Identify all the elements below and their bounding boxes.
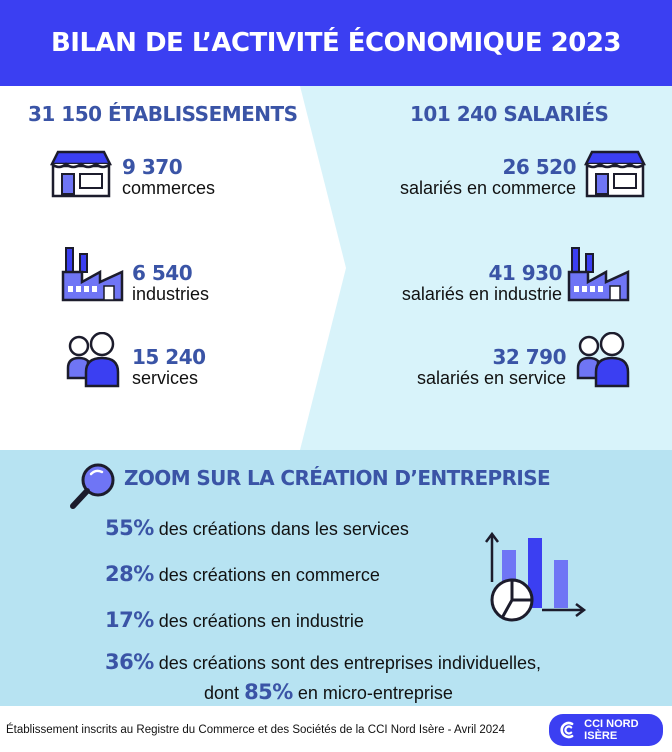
zoom-prefix: dont: [204, 683, 240, 703]
zoom-text: des créations dans les services: [158, 519, 409, 539]
cci-logo-icon: [559, 719, 578, 741]
factory-icon: [60, 246, 126, 302]
item-value: 6 540: [132, 261, 193, 285]
brand-name: CCI NORD ISÈRE: [584, 718, 639, 742]
item-label: industries: [132, 284, 210, 304]
item-value: 9 370: [122, 155, 183, 179]
chart-illustration-icon: [482, 530, 592, 630]
source-note: Établissement inscrits au Registre du Commerce et des Sociétés de la CCI Nord Isère - Avril 2024: [6, 724, 505, 736]
page-title: BILAN DE L’ACTIVITÉ ÉCONOMIQUE 2023: [50, 28, 622, 58]
zoom-text: en micro-entreprise: [297, 683, 453, 703]
employee-item-industry: [402, 262, 562, 304]
zoom-line-commerce: [105, 562, 380, 586]
establishment-item-industry: [132, 262, 209, 304]
stats-section: [0, 86, 672, 450]
people-icon: [576, 332, 634, 388]
shop-icon: [584, 150, 646, 198]
item-label: salariés en commerce: [399, 178, 576, 198]
item-label: salariés en industrie: [401, 284, 562, 304]
factory-icon: [566, 246, 632, 302]
zoom-section: [0, 450, 672, 706]
establishment-item-services: [132, 346, 206, 388]
item-value: 26 520: [502, 155, 576, 179]
employee-item-commerce: [400, 156, 576, 198]
zoom-text: des créations sont des entreprises individuelles,: [158, 653, 541, 673]
zoom-line-micro: [204, 680, 453, 704]
magnifier-icon: [68, 460, 120, 512]
item-value: 32 790: [492, 345, 566, 369]
zoom-pct: 36%: [105, 650, 154, 674]
people-icon: [66, 332, 124, 388]
employees-heading: 101 240 SALARIÉS: [410, 102, 609, 126]
zoom-line-industry: [105, 608, 364, 632]
item-label: salariés en service: [416, 368, 566, 388]
establishment-item-commerce: [122, 156, 215, 198]
zoom-text: des créations en industrie: [158, 611, 364, 631]
item-value: 41 930: [488, 261, 562, 285]
shop-icon: [50, 150, 112, 198]
item-label: services: [132, 368, 199, 388]
zoom-pct: 28%: [105, 562, 154, 586]
zoom-title: ZOOM SUR LA CRÉATION D’ENTREPRISE: [124, 466, 551, 490]
header-banner: [0, 0, 672, 86]
zoom-pct: 85%: [244, 680, 293, 704]
item-label: commerces: [122, 178, 216, 198]
footer: [0, 706, 672, 752]
employee-item-services: [417, 346, 566, 388]
zoom-pct: 55%: [105, 516, 154, 540]
zoom-line-individual: [105, 650, 541, 674]
item-value: 15 240: [132, 345, 206, 369]
zoom-text: des créations en commerce: [158, 565, 380, 585]
zoom-line-services: [105, 516, 409, 540]
establishments-heading: 31 150 ÉTABLISSEMENTS: [28, 102, 298, 126]
brand-badge: [549, 714, 663, 746]
zoom-pct: 17%: [105, 608, 154, 632]
